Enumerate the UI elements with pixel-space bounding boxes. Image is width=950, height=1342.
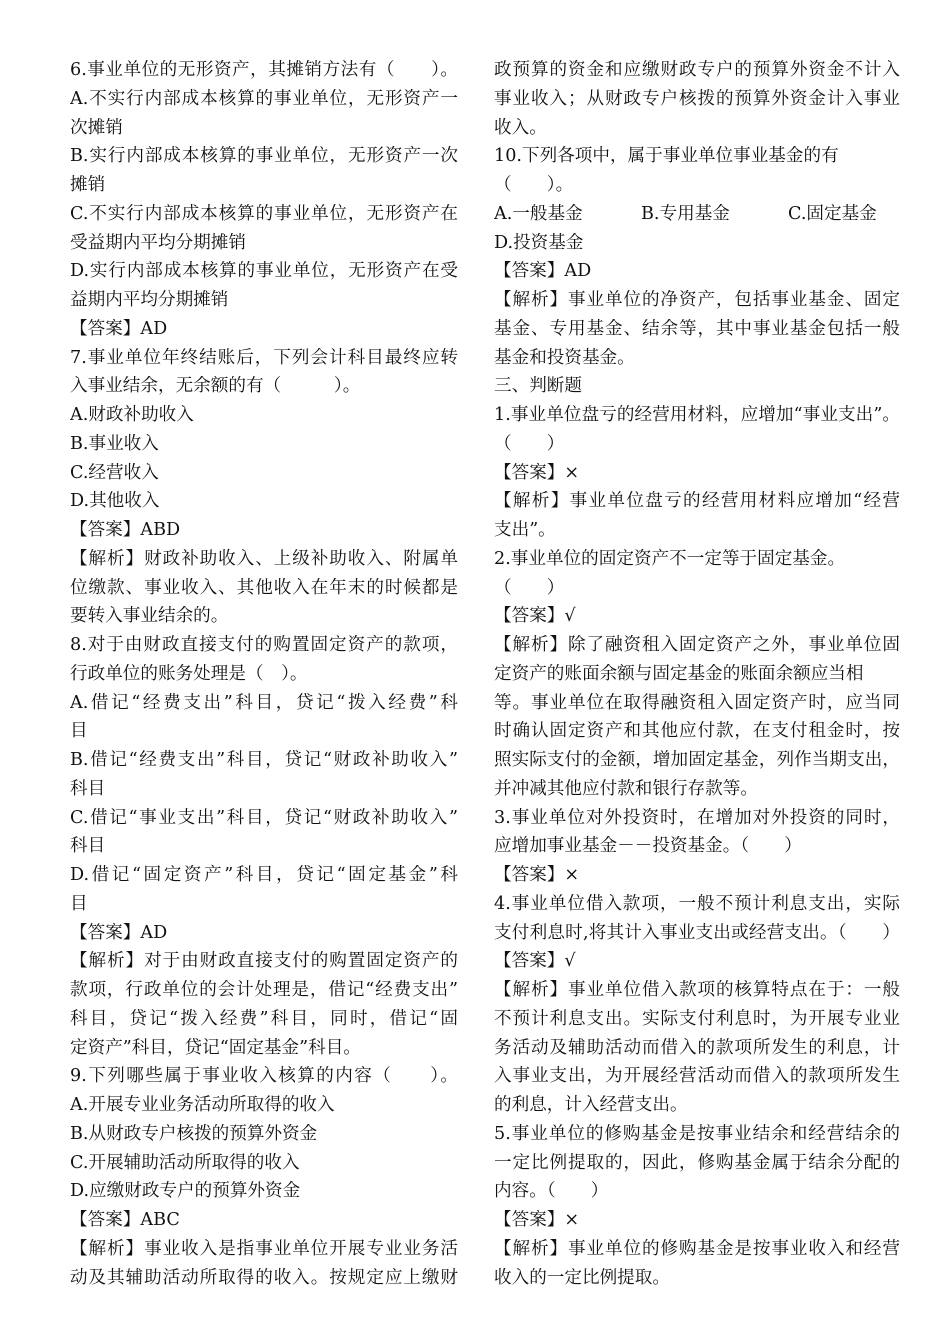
text-line: 照实际支付的金额，增加固定基金，列作当期支出， (494, 750, 900, 770)
text-line: D.应缴财政专户的预算外资金 (70, 1181, 301, 1202)
text-line: 7.事业单位年终结账后，下列会计科目最终应转 (70, 347, 458, 368)
text-line: B.从财政专户核拨的预算外资金 (70, 1123, 318, 1144)
text-line: A.借记“经费支出”科目，贷记“拨入经费”科 (70, 692, 458, 713)
text-line: 的利息，计入经营支出。 (494, 1095, 688, 1115)
text-line: 【解析】除了融资租入固定资产之外，事业单位固 (494, 635, 900, 655)
text-line: 一定比例提取的，因此，修购基金属于结余分配的 (494, 1152, 900, 1173)
option-row (494, 200, 900, 229)
text-line: 内容。（ ） (494, 1181, 609, 1202)
text-line: 科目 (70, 836, 106, 857)
option-item: C.固定基金 (788, 203, 877, 224)
text-line: 务活动及辅助活动而借入的款项所发生的利息，计 (494, 1037, 900, 1058)
text-line: 基金、专用基金、结余等，其中事业基金包括一般 (494, 318, 900, 339)
text-line: 【答案】AD (494, 261, 592, 282)
text-line: D.实行内部成本核算的事业单位，无形资产在受 (70, 261, 458, 282)
text-line: 【解析】事业收入是指事业单位开展专业业务活 (70, 1238, 458, 1259)
text-line: 6.事业单位的无形资产，其摊销方法有（ ）。 (70, 60, 458, 80)
text-line: A.开展专业业务活动所取得的收入 (70, 1095, 335, 1115)
text-line: 定资产的账面余额与固定基金的账面余额应当相 (494, 663, 864, 684)
text-line: （ ） (494, 433, 565, 454)
text-line: 收入的一定比例提取。 (494, 1267, 670, 1288)
text-line: 应增加事业基金－－投资基金。（ ） (494, 836, 802, 857)
text-line: D.投资基金 (494, 232, 584, 253)
option-item: A.一般基金 (494, 203, 583, 224)
text-line: 入事业结余，无余额的有（ ）。 (70, 376, 361, 397)
text-line: 【答案】√ (494, 951, 576, 972)
text-line: B.实行内部成本核算的事业单位，无形资产一次 (70, 146, 458, 167)
text-line: 9.下列哪些属于事业收入核算的内容（ ）。 (70, 1066, 458, 1087)
text-line: 并冲减其他应付款和银行存款等。 (494, 778, 758, 799)
text-line: 款项，行政单位的会计处理是，借记“经费支出” (70, 980, 458, 1000)
text-line: 收入。 (494, 117, 547, 138)
text-line: 益期内平均分期摊销 (70, 290, 229, 310)
right-column (494, 56, 900, 1292)
text-line: 【答案】× (494, 462, 580, 483)
text-line: 2.事业单位的固定资产不一定等于固定基金。 (494, 548, 846, 569)
text-line: 3.事业单位对外投资时，在增加对外投资的同时， (494, 807, 900, 828)
text-line: 基金和投资基金。 (494, 347, 635, 368)
text-line: 科目，贷记“拨入经费”科目，同时，借记“固 (70, 1008, 458, 1029)
text-line: 【答案】AD (70, 922, 168, 943)
text-line: 位缴款、事业收入、其他收入在年末的时候都是 (70, 577, 458, 598)
text-line: 【答案】ABD (70, 520, 181, 540)
left-column (70, 56, 458, 1292)
text-line: （ ）。 (494, 175, 574, 195)
text-line: 支付利息时,将其计入事业支出或经营支出。（ ） (494, 922, 900, 943)
text-line: A.财政补助收入 (70, 405, 194, 425)
text-line: 受益期内平均分期摊销 (70, 232, 246, 253)
text-line: 政预算的资金和应缴财政专户的预算外资金不计入 (494, 60, 900, 80)
text-line: 动及其辅助活动所取得的收入。按规定应上缴财 (70, 1267, 458, 1288)
text-line: 【解析】对于由财政直接支付的购置固定资产的 (70, 951, 458, 972)
text-line: D.其他收入 (70, 491, 160, 512)
text-line: 【答案】AD (70, 318, 168, 339)
option-item: B.专用基金 (641, 203, 730, 224)
text-line: 【解析】事业单位的净资产，包括事业基金、固定 (494, 290, 900, 310)
text-line: 科目 (70, 778, 106, 799)
text-line: 支出”。 (494, 520, 556, 540)
text-line: 目 (70, 893, 88, 914)
text-line: 【解析】事业单位的修购基金是按事业收入和经营 (494, 1238, 900, 1259)
text-line: 事业收入；从财政专户核拨的预算外资金计入事业 (494, 88, 900, 109)
text-line: 8.对于由财政直接支付的购置固定资产的款项， (70, 635, 458, 655)
text-line: C.经营收入 (70, 462, 159, 483)
text-line: 【答案】√ (494, 606, 576, 627)
text-line: 次摊销 (70, 117, 123, 138)
text-line: 定资产”科目，贷记“固定基金”科目。 (70, 1037, 361, 1058)
text-line: 10.下列各项中，属于事业单位事业基金的有 (494, 146, 839, 167)
text-line: 【答案】× (494, 865, 580, 885)
text-line: 目 (70, 721, 88, 742)
text-line: 【解析】事业单位借入款项的核算特点在于：一般 (494, 980, 900, 1000)
text-line: 入事业支出，为开展经营活动而借入的款项所发生 (494, 1066, 900, 1087)
text-line: C.开展辅助活动所取得的收入 (70, 1152, 300, 1173)
text-line: C.借记“事业支出”科目，贷记“财政补助收入” (70, 807, 458, 828)
text-line: D.借记“固定资产”科目，贷记“固定基金”科 (70, 865, 458, 885)
text-line: A.不实行内部成本核算的事业单位，无形资产一 (70, 88, 458, 109)
text-line: 1.事业单位盘亏的经营用材料，应增加“事业支出”。 (494, 405, 900, 425)
text-line: 摊销 (70, 175, 106, 195)
text-line: 时确认固定资产和其他应付款，在支付租金时，按 (494, 721, 900, 742)
text-line: C.不实行内部成本核算的事业单位，无形资产在 (70, 203, 458, 224)
text-line: 要转入事业结余的。 (70, 606, 229, 627)
text-line: 【解析】事业单位盘亏的经营用材料应增加“经营 (494, 491, 900, 512)
text-line: 等。事业单位在取得融资租入固定资产时，应当同 (494, 692, 900, 713)
text-line: 三、判断题 (494, 376, 582, 397)
text-line: 行政单位的账务处理是（ ）。 (70, 663, 308, 684)
text-line: 【答案】× (494, 1210, 580, 1230)
text-line: 【答案】ABC (70, 1210, 180, 1230)
text-line: B.事业收入 (70, 433, 159, 454)
text-line: 4.事业单位借入款项，一般不预计利息支出，实际 (494, 893, 900, 914)
text-line: B.借记“经费支出”科目，贷记“财政补助收入” (70, 750, 458, 770)
text-line: 不预计利息支出。实际支付利息时，为开展专业业 (494, 1008, 900, 1029)
text-line: 【解析】财政补助收入、上级补助收入、附属单 (70, 548, 458, 569)
text-line: （ ） (494, 577, 565, 598)
text-line: 5.事业单位的修购基金是按事业结余和经营结余的 (494, 1123, 900, 1144)
